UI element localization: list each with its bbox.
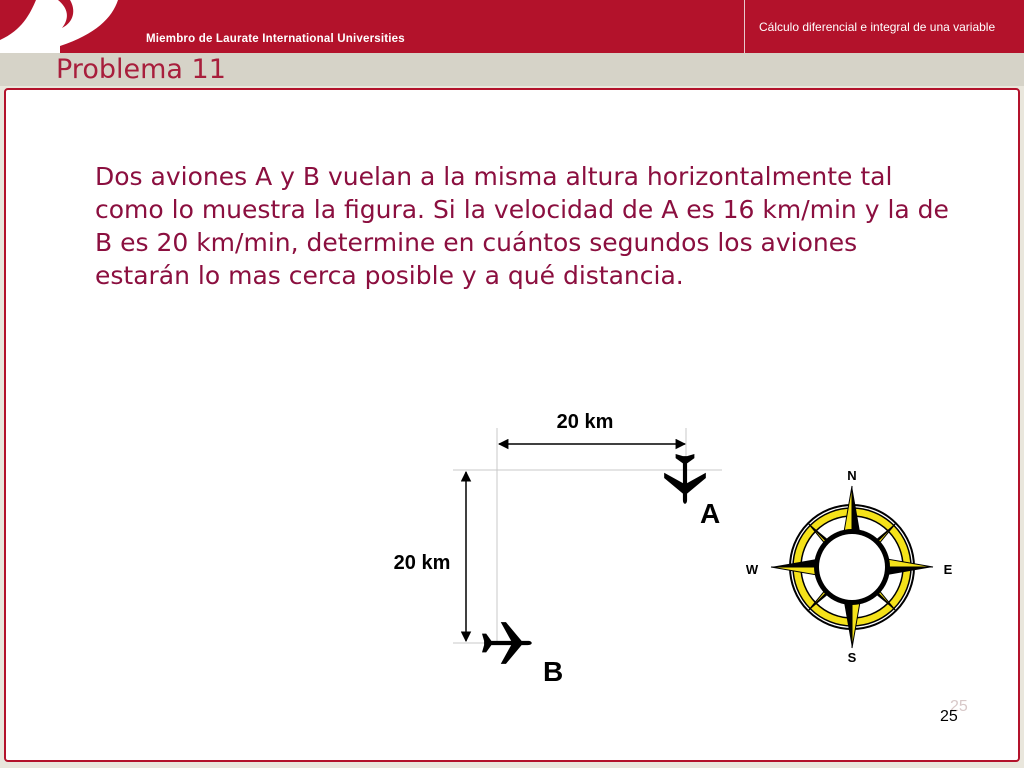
plane-a-label: A [700,498,721,529]
compass-rose-icon [771,486,933,648]
compass-east-label: E [943,562,953,577]
page-number-ghost: 25 [950,698,968,715]
page-number: 25 [940,708,958,725]
member-text: Miembro de Laurate International Universities [146,33,405,45]
plane-b-label: B [543,656,564,687]
compass-north-label: N [847,468,857,483]
horizontal-distance-label: 20 km [556,411,614,433]
vertical-distance-label: 20 km [393,552,451,574]
compass-west-label: W [745,562,759,577]
course-title: Cálculo diferencial e integral de una variable [759,20,996,34]
plane-b-airplane-icon [482,622,532,664]
compass-south-label: S [847,650,857,665]
plane-a-airplane-icon [664,454,706,504]
problem-statement: Dos aviones A y B vuelan a la misma altura horizontalmente tal como lo muestra la figura. Si la velocidad de A es 16 km/min y la de B es 20 km/min, determine en cuántos segundos los aviones estarán lo mas cerca posible y a qué distancia. [95,162,949,290]
slide-title: Problema 11 [56,54,226,85]
